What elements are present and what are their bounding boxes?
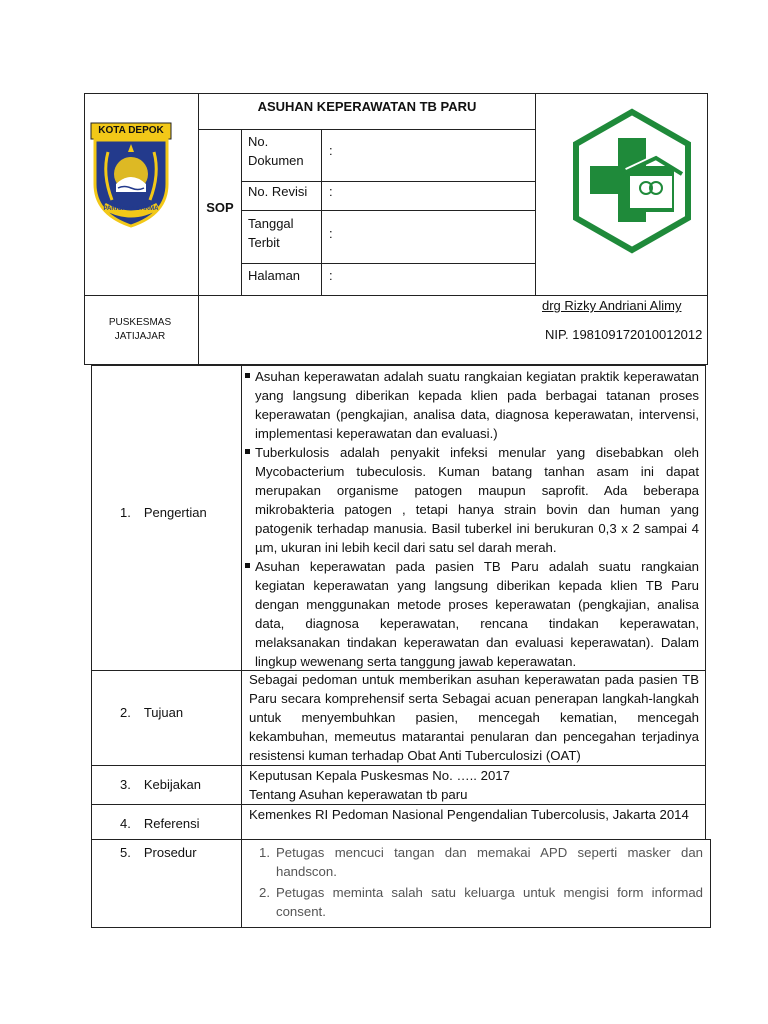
step-number: 1.	[259, 845, 270, 860]
field-value-no-revisi: :	[329, 184, 333, 199]
kebijakan-line-2: Tentang Asuhan keperawatan tb paru	[249, 787, 468, 802]
divider	[241, 263, 536, 264]
puskesmas-logo	[570, 108, 694, 254]
step-text: Petugas mencuci tangan dan memakai APD seperti masker dan handscon.	[276, 845, 703, 879]
list-item: Tuberkulosis adalah penyakit infeksi menular yang disebabkan oleh Mycobacterium tubeculosis. Kuman batang tanhan asam ini dapat merupakan organisme patogen maupun saprofit. Ada beberapa mikrobakteria patogen , tetapi hanya strain bovin dan human yang patogenik terhadap manusia. Basil tuberkel ini berukuran 0,3 x 2 sampai 4 µm, ukuran ini lebih kecil dari satu sel darah merah.	[243, 443, 699, 557]
field-label-tanggal-terbit: Tanggal Terbit	[248, 216, 294, 250]
divider	[241, 839, 242, 928]
org-name: PUSKESMAS JATIJAJAR	[108, 317, 172, 342]
label-referensi: 4. Referensi	[120, 816, 200, 831]
field-value-tanggal-terbit: :	[329, 226, 333, 241]
divider	[198, 93, 199, 365]
divider	[241, 365, 242, 671]
document-title: ASUHAN KEPERAWATAN TB PARU	[257, 99, 477, 114]
divider	[321, 129, 322, 296]
list-item	[243, 843, 703, 881]
logo-banner-text: KOTA DEPOK	[98, 125, 164, 136]
signer-nip: NIP. 198109172010012012	[545, 327, 703, 342]
prosedur-list	[243, 843, 703, 921]
field-value-halaman: :	[329, 268, 333, 283]
list-item: Asuhan keperawatan pada pasien TB Paru adalah suatu rangkaian kegiatan keperawatan yang langsung diberikan kepada klien TB Paru dengan menggunakan metode proses keperawatan (pengkajian, analisa data, diagnosa keperawatan, rencana tindakan keperawatan, melaksanakan tindakan keperawatan dan evaluasi keperawatan). Dalam lingkup wewenang serta tanggung jawab keperawatan.	[243, 557, 699, 671]
step-text: Petugas meminta salah satu keluarga untuk mengisi form informad consent.	[276, 885, 703, 919]
tujuan-text: Sebagai pedoman untuk memberikan asuhan keperawatan pada pasien TB Paru secara komprehensif serta Sebagai acuan penerapan langkah-langkah untuk menyembuhkan pasien, mencegah kematian, mencegah kekambuhan, memeutus matarantai penularan dan pencegahan terjadinya resistensi kuman terhadap Obat Anti Tuberculosizi (OAT)	[249, 672, 699, 763]
field-label-halaman: Halaman	[248, 268, 301, 283]
label-prosedur: 5. Prosedur	[120, 845, 197, 860]
divider	[198, 129, 536, 130]
signer-name: drg Rizky Andriani Alimy	[542, 298, 682, 313]
divider	[241, 210, 536, 211]
field-value-no-dokumen: :	[329, 143, 333, 158]
list-item: Asuhan keperawatan adalah suatu rangkaian kegiatan praktik keperawatan yang langsung diberikan kepada klien pada berbagai tatanan proses keperawatan (pengkajian, analisa data, diagnosa keperawatan, intervensi, implementasi keperawatan dan evaluasi.)	[243, 367, 699, 443]
logo-motto-text: PARICARA DARMA	[103, 206, 159, 212]
list-item	[243, 883, 703, 921]
field-label-no-revisi: No. Revisi	[248, 184, 308, 199]
sop-label: SOP	[206, 200, 234, 215]
label-pengertian: 1. Pengertian	[120, 505, 207, 520]
label-tujuan: 2. Tujuan	[120, 705, 184, 720]
divider	[241, 129, 242, 296]
divider	[241, 765, 242, 805]
divider	[241, 670, 242, 766]
kebijakan-line-1: Keputusan Kepala Puskesmas No. ….. 2017	[249, 768, 510, 783]
divider	[241, 804, 242, 840]
field-label-no-dokumen: No. Dokumen	[248, 134, 304, 168]
divider	[535, 93, 536, 296]
referensi-text: Kemenkes RI Pedoman Nasional Pengendalian Tubercolusis, Jakarta 2014	[249, 807, 689, 822]
label-kebijakan: 3. Kebijakan	[120, 777, 201, 792]
pengertian-list	[243, 367, 699, 671]
step-number: 2.	[259, 885, 270, 900]
